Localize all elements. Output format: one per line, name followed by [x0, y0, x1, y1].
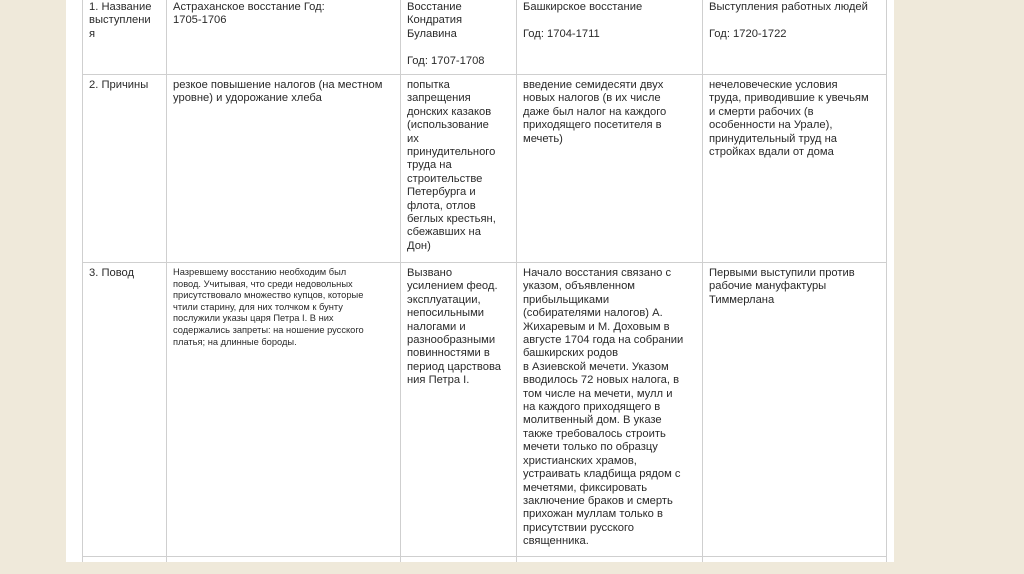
- table-cell: 2. Причины: [83, 75, 167, 263]
- table-cell: [401, 557, 517, 563]
- table-row: [83, 75, 887, 263]
- table-cell: Начало восстания связано с указом, объявленном прибыльщиками (собирателями налогов) А. Жихаревым и М. Доховым в августе 1704 года на собрании башкирских родов в Азиевской мечети. Указом вводилось 72 новых налога, в том числе на мечети, мулл и на каждого приходящего в молитвенный дом. В указе также требовалось строить мечети только по образцу христианских храмов, устраивать кладбища рядом с мечетями, фиксировать заключение браков и смерть прихожан муллам только в присутствии русского священника.: [517, 263, 703, 557]
- table-cell: Башкирское восстание Год: 1704-1711: [517, 0, 703, 75]
- uprisings-table: [82, 0, 887, 562]
- table-cell: резкое повышение налогов (на местном уровне) и удорожание хлеба: [167, 75, 401, 263]
- table-cell: [703, 557, 887, 563]
- table-cell: Выступления работных людей Год: 1720-1722: [703, 0, 887, 75]
- table-cell: 3. Повод: [83, 263, 167, 557]
- table-cell: Астраханское восстание Год: 1705-1706: [167, 0, 401, 75]
- table-cell: Восстание Кондратия Булавина Год: 1707-1708: [401, 0, 517, 75]
- table-cell: введение семидесяти двух новых налогов (в их числе даже был налог на каждого приходящего посетителя в мечеть): [517, 75, 703, 263]
- document-page: [66, 0, 894, 562]
- table-cell: попытка запрещения донских казаков (использование их принудительного труда на строительстве Петербурга и флота, отлов беглых крестьян, сбежавших на Дон): [401, 75, 517, 263]
- table-cell: Первыми выступили против рабочие мануфактуры Тиммерлана: [703, 263, 887, 557]
- table-cell: [167, 557, 401, 563]
- table-cell: 1. Название выступлени я: [83, 0, 167, 75]
- table-cell: [517, 557, 703, 563]
- table-cell: Назревшему восстанию необходим был повод. Учитывая, что среди недовольных присутствовало множество купцов, которые чтили старину, для них толчком к бунту послужили указы царя Петра I. В них содержались запреты: на ношение русского платья; на длинные бороды.: [167, 263, 401, 557]
- table-row: [83, 557, 887, 563]
- table-cell: [83, 557, 167, 563]
- table-row: [83, 263, 887, 557]
- table-row: [83, 0, 887, 75]
- table-cell: нечеловеческие условия труда, приводившие к увечьям и смерти рабочих (в особенности на Урале), принудительный труд на стройках вдали от дома: [703, 75, 887, 263]
- table-cell: Вызвано усилением феод. эксплуатации, непосильными налогами и разнообразными повинностями в период царствова ния Петра I.: [401, 263, 517, 557]
